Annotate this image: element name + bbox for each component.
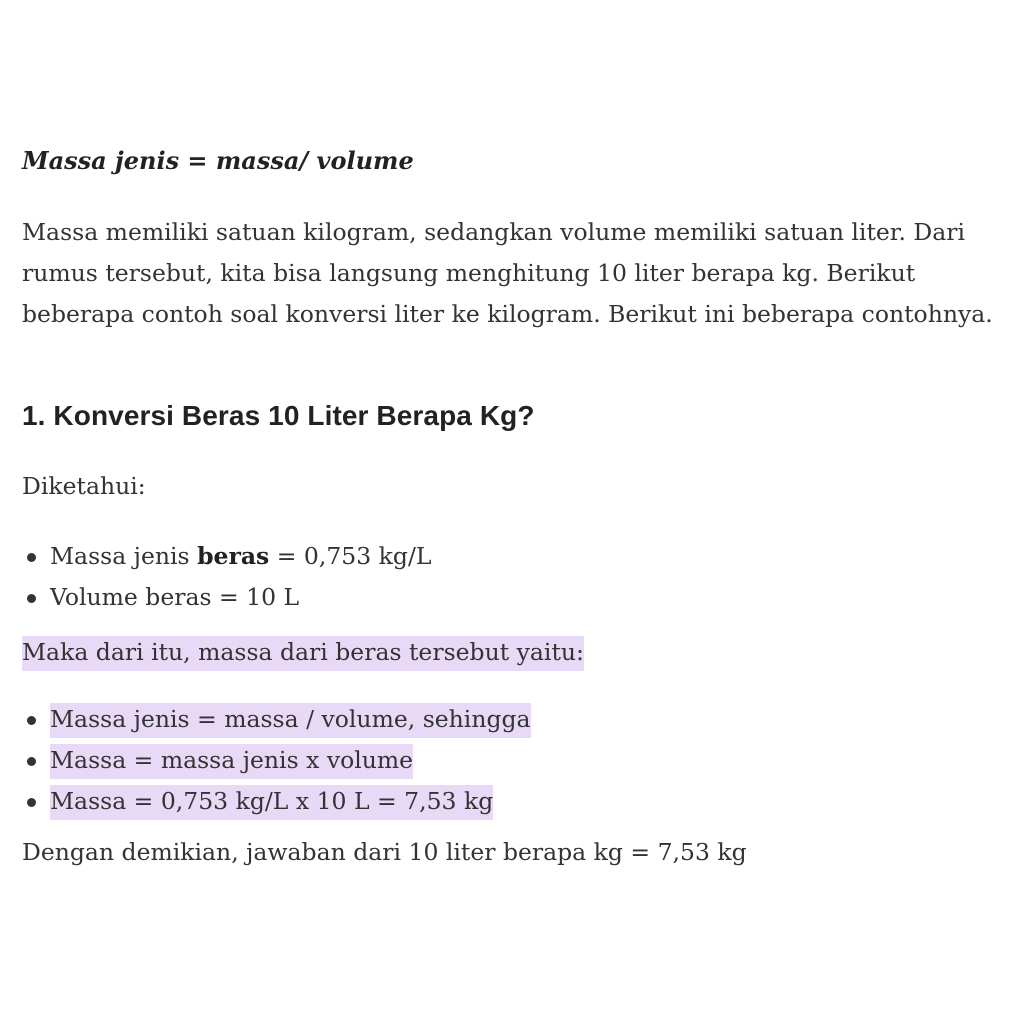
step-text: Massa = massa jenis x volume xyxy=(50,744,413,779)
step-text: Massa jenis = massa / volume, sehingga xyxy=(50,703,531,738)
bullet-icon xyxy=(27,757,36,766)
known-item-suffix: = 0,753 kg/L xyxy=(269,542,432,570)
list-item xyxy=(22,781,531,822)
bullet-icon xyxy=(27,594,36,603)
intro-paragraph: Massa memiliki satuan kilogram, sedangkan volume memiliki satuan liter. Dari rumus tersebut, kita bisa langsung menghitung 10 liter berapa kg. Berikut beberapa contoh soal konversi liter ke kilogram. Berikut ini beberapa contohnya. xyxy=(22,218,993,328)
bullet-icon xyxy=(27,553,36,562)
steps-list xyxy=(22,699,531,822)
bullet-icon xyxy=(27,716,36,725)
known-list xyxy=(22,536,431,618)
step-text: Massa = 0,753 kg/L x 10 L = 7,53 kg xyxy=(50,785,493,820)
bullet-icon xyxy=(27,798,36,807)
highlight-intro xyxy=(22,632,584,673)
conclusion-text: Dengan demikian, jawaban dari 10 liter berapa kg = 7,53 kg xyxy=(22,838,747,866)
list-item xyxy=(22,740,531,781)
known-item-text: Volume beras = 10 L xyxy=(50,583,300,611)
list-item xyxy=(22,577,431,618)
list-item xyxy=(22,536,431,577)
highlighted-text: Maka dari itu, massa dari beras tersebut yaitu: xyxy=(22,636,584,671)
known-label: Diketahui: xyxy=(22,472,146,500)
formula-text: Massa jenis = massa/ volume xyxy=(22,146,414,175)
known-item-bold: beras xyxy=(197,542,270,570)
list-item xyxy=(22,699,531,740)
known-item-prefix: Massa jenis xyxy=(50,542,198,570)
section-heading: 1. Konversi Beras 10 Liter Berapa Kg? xyxy=(22,400,535,431)
